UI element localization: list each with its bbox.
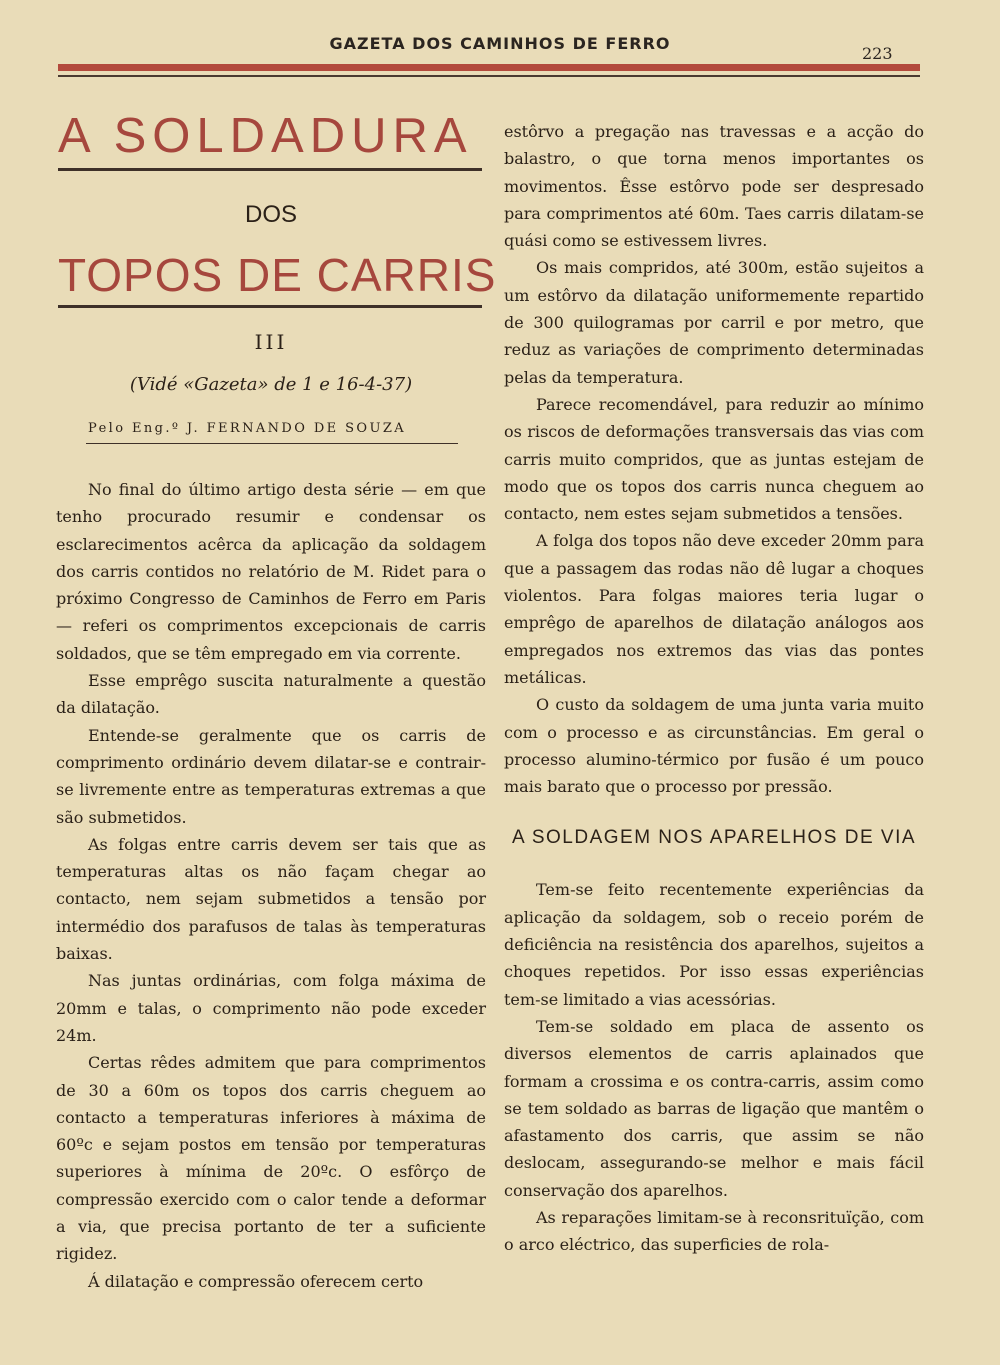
left-column: [56, 100, 497, 1295]
right-body-text: [504, 118, 924, 800]
running-head: GAZETA DOS CAMINHOS DE FERRO: [329, 34, 671, 53]
paragraph: Tem-se soldado em placa de assento os diversos elementos de carris aplainados que formam a crossima e os contra-carris, assim como se tem soldado as barras de ligação que mantêm o afastamento dos carris, que assim se não deslocam, assegurando-se melhor e mais fácil conservação dos aparelhos.: [504, 1016, 924, 1200]
paragraph: A folga dos topos não deve exceder 20mm para que a passagem das rodas não dê lugar a choques violentos. Para folgas maiores teria lugar o emprêgo de aparelhos de dilatação análogos aos empregados nos extremos das vias das pontes metálicas.: [504, 531, 924, 687]
paragraph: No final do último artigo desta série — em que tenho procurado resumir e condensar os esclarecimentos acêrca da aplicação da soldagem dos carris contidos no relatório de M. Ridet para o próximo Congresso de Caminhos de Ferro em Paris — referi os comprimentos excepcionais de carris soldados, que se têm empregado em via corrente.: [56, 480, 486, 663]
byline: Pelo Eng.º J. FERNANDO DE SOUZA: [88, 421, 407, 436]
title-connector: DOS: [244, 201, 297, 228]
paragraph: Os mais compridos, até 300m, estão sujeitos a um estôrvo da dilatação uniformemente repartido de 300 quilogramas por carril e por metro, que reduz as variações de comprimento determinadas pelas da temperatura.: [504, 258, 924, 387]
header-rule-red: [58, 64, 920, 71]
paragraph: Entende-se geralmente que os carris de comprimento ordinário devem dilatar-se e contrair-se livremente entre as temperaturas extremas a que são submetidos.: [56, 725, 486, 827]
paragraph: Tem-se feito recentemente experiências da aplicação da soldagem, sob o receio porém de deficiência na resistência dos aparelhos, sujeitos a choques repetidos. Por isso essas experiências tem-se limitado a vias acessórias.: [504, 880, 924, 1009]
right-column: [504, 118, 924, 1259]
paragraph: As folgas entre carris devem ser tais que as temperaturas altas os não façam chegar ao contacto, nem sejam submetidos a tensão por intermédio dos parafusos de talas às temperaturas baixas.: [56, 834, 486, 964]
paragraph: Esse emprêgo suscita naturalmente a questão da dilatação.: [56, 671, 486, 718]
article-subtitle: TOPOS DE CARRIS: [58, 249, 497, 301]
section-heading: A SOLDAGEM NOS APARELHOS DE VIA: [511, 827, 917, 849]
article-title: A SOLDADURA: [58, 109, 473, 163]
paragraph: Certas rêdes admitem que para comprimentos de 30 a 60m os topos dos carris cheguem ao contacto a temperaturas inferiores à máxima de 60ºc e sejam postos em tensão por temperaturas superiores à mínima de 20ºc. O esfôrço de compressão exercido com o calor tende a deformar a via, que precisa portanto de ter a suficiente rigidez.: [56, 1053, 486, 1264]
subtitle-underline: [58, 305, 482, 308]
reference-note: (Vidé «Gazeta» de 1 e 16-4-37): [129, 374, 413, 395]
byline-rule: [86, 443, 458, 444]
paragraph: O custo da soldagem de uma junta varia muito com o processo e as circunstâncias. Em geral o processo alumino-térmico por fusão é um pouco mais barato que o processo por pressão.: [504, 695, 924, 797]
title-underline: [58, 168, 482, 171]
paragraph: Á dilatação e compressão oferecem certo: [88, 1271, 424, 1291]
paragraph: As reparações limitam-se à reconsrituïção, com o arco eléctrico, das superficies de rola-: [504, 1207, 924, 1255]
part-number: III: [254, 330, 288, 354]
page-number: 223: [862, 44, 893, 63]
right-body-text-continued: [504, 876, 924, 1258]
left-body-text: [56, 476, 486, 1295]
paragraph: Parece recomendável, para reduzir ao mínimo os riscos de deformações transversais das vias com carris muito compridos, que as juntas estejam de modo que os topos dos carris nunca cheguem ao contacto, nem estes sejam submetidos a tensões.: [504, 394, 924, 524]
paragraph: Nas juntas ordinárias, com folga máxima de 20mm e talas, o comprimento não pode exceder 24m.: [56, 971, 486, 1045]
header-rule-thin: [58, 75, 920, 77]
paragraph: estôrvo a pregação nas travessas e a acção do balastro, o que torna menos importantes os movimentos. Êsse estôrvo pode ser despresado para comprimentos até 60m. Taes carris dilatam-se quási como se estivessem livres.: [504, 122, 924, 251]
